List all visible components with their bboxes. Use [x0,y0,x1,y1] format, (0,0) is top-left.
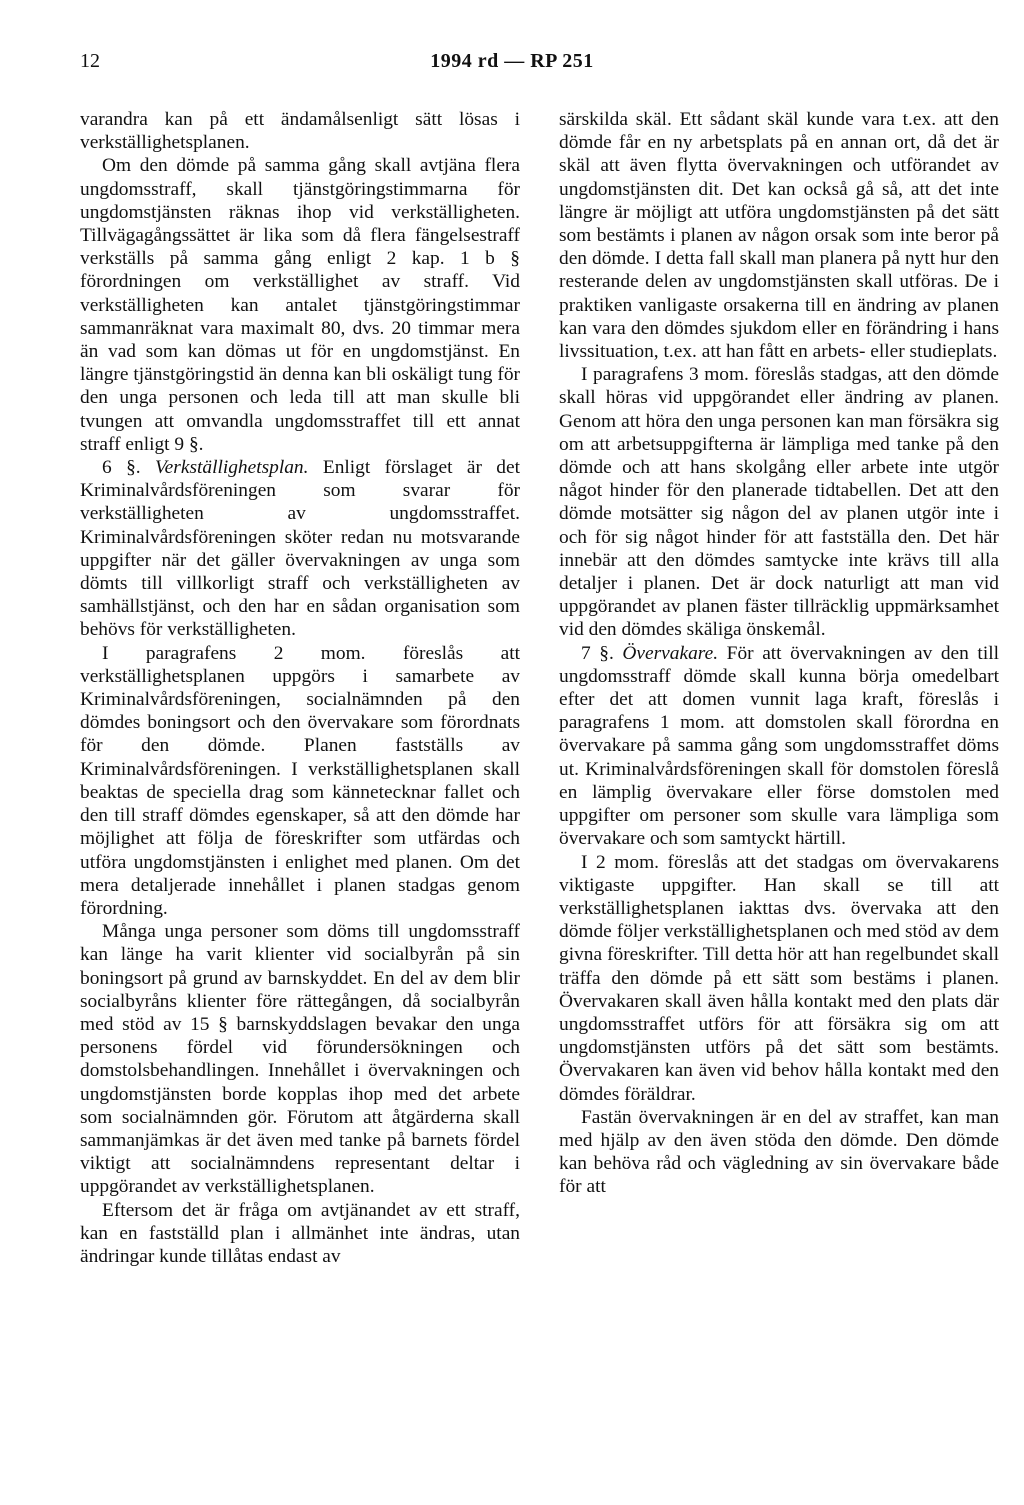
section-paragraph [80,456,520,642]
paragraph: I 2 mom. föreslås att det stadgas om övervakarens viktigaste uppgifter. Han skall se till att verkställighetsplanen iakttas dvs. övervaka att den dömde följer verkställighetsplanen och med stöd av dem givna föreskrifter. Till detta hör att han regelbundet skall träffa den dömde på ett sätt som bestäms i planen. Övervakaren skall även hålla kontakt med den plats där ungdomsstraffet utförs för att försäkra sig om att ungdomstjänsten utförs på det sätt som bestämts. Övervakaren kan även vid behov hålla kontakt med den dömdes föräldrar. [559,851,999,1105]
paragraph: varandra kan på ett ändamålsenligt sätt lösas i verkställighetsplanen. [80,109,520,154]
paragraph: Fastän övervakningen är en del av straffet, kan man med hjälp av den även stöda den dömde. Den dömde kan behöva råd och vägledning av sin övervakare både för att [559,1106,999,1198]
running-head: 1994 rd — RP 251 [430,50,594,72]
page-header [0,50,1024,80]
paragraph: I paragrafens 3 mom. föreslås stadgas, att den dömde skall höras vid uppgörandet eller ändring av planen. Genom att höra den unga personen kan man försäkra sig om att arbetsuppgifterna är lämpliga med tanke på den dömde och att hans skolgång eller arbete inte utgör något hinder för den planerade tidtabellen. Det att den dömde motsätter sig någon del av planen utgör inte i och för sig något hinder för att fastställa den. Det här innebär att den dömdes samtycke inte krävs till alla detaljer i planen. Det är dock naturligt att man vid uppgörandet av planen fäster tillräcklig uppmärksamhet vid den dömdes skäliga önskemål. [559,364,999,641]
page-number: 12 [80,50,100,72]
paragraph: Många unga personer som döms till ungdomsstraff kan länge ha varit klienter vid socialbyrån på sin boningsort på grund av barnskyddet. En del av dem blir socialbyråns klienter före rättegången, då socialbyrån med stöd av 15 § barnskyddslagen bevakar den unga personens fördel vid förundersökningen och domstolsbehandlingen. Innehållet i övervakningen och ungdomstjänsten borde kopplas ihop med det arbete som socialnämnden gör. Förutom att åtgärderna skall sammanjämkas är det även med tanke på barnets fördel viktigt att socialnämndens representant deltar i uppgörandet av verkställighetsplanen. [80,921,520,1198]
section-number: 6 §. [102,457,141,479]
section-paragraph [559,642,999,851]
paragraph: Om den dömde på samma gång skall avtjäna flera ungdomsstraff, skall tjänstgöringstimmarna för ungdomstjänsten räknas ihop vid verkställigheten. Tillvägagångssättet är lika som då flera fängelsestraff verkställs på samma gång enligt 2 kap. 1 b § förordningen om verkställighet av straff. Vid verkställigheten kan antalet tjänstgöringstimmar sammanräknat vara maximalt 80, dvs. 20 timmar mera än vad som kan dömas ut för en ungdomstjänst. En längre tjänstgöringstid än denna kan bli oskäligt tung för den unga personen och leda till att man skulle bli tvungen att omvandla ungdomsstraffet till ett annat straff enligt 9 §. [80,155,520,455]
paragraph: Eftersom det är fråga om avtjänandet av ett straff, kan en fastställd plan i allmänhet inte ändras, utan ändringar kunde tillåtas endast av [80,1199,520,1267]
section-text: Enligt förslaget är det Kriminalvårdsföreningen som svarar för verkställigheten av ungdomsstraffet. Kriminalvårdsföreningen sköter redan nu motsvarande uppgifter när det gäller övervakningen av unga som dömts till villkorligt straff och verkställigheten av samhällstjänst, och den har en sådan organisation som behövs för verkställigheten. [80,457,520,641]
paragraph: I paragrafens 2 mom. föreslås att verkställighetsplanen uppgörs i samarbete av Kriminalvårdsföreningen, socialnämnden på den dömdes boningsort och den övervakare som förordnats för den dömde. Planen fastställs av Kriminalvårdsföreningen. I verkställighetsplanen skall beaktas de speciella drag som kännetecknar fallet och den till straff dömdes egenskaper, så att den dömde har möjlighet att följa de föreskrifter som utfärdas och utföra ungdomstjänsten i enlighet med planen. Om det mera detaljerade innehållet i planen stadgas genom förordning. [80,642,520,919]
section-text: För att övervakningen av den till ungdomsstraff dömde skall kunna börja omedelbart efter det att domen vunnit laga kraft, föreslås i paragrafens 1 mom. att domstolen skall förordna en övervakare på samma gång som ungdomsstraffet döms ut. Kriminalvårdsföreningen skall för domstolen föreslå en lämplig övervakare eller förse domstolen med uppgifter om personer som skulle vara lämpliga som övervakare och som samtyckt härtill. [559,642,999,850]
section-title: Verkställighetsplan. [154,457,309,479]
paragraph: särskilda skäl. Ett sådant skäl kunde vara t.ex. att den dömde får en ny arbetsplats på en annan ort, då det är skäl att även flytta övervakningen och utförandet av ungdomstjänsten dit. Det kan också gå så, att det inte längre är möjligt att utföra ungdomstjänsten på det sätt som bestämts i planen av någon orsak som inte beror på den dömde. I detta fall skall man planera på nytt hur den resterande delen av ungdomstjänsten skall utföras. De i praktiken vanligaste orsakerna till en ändring av planen kan vara den dömdes sjukdom eller en förändring i hans livssituation, t.ex. att han fått en arbets- eller studieplats. [559,109,999,363]
right-column [559,108,999,1199]
left-column [80,108,520,1268]
section-number: 7 §. [581,642,614,664]
section-title: Övervakare. [622,642,719,664]
